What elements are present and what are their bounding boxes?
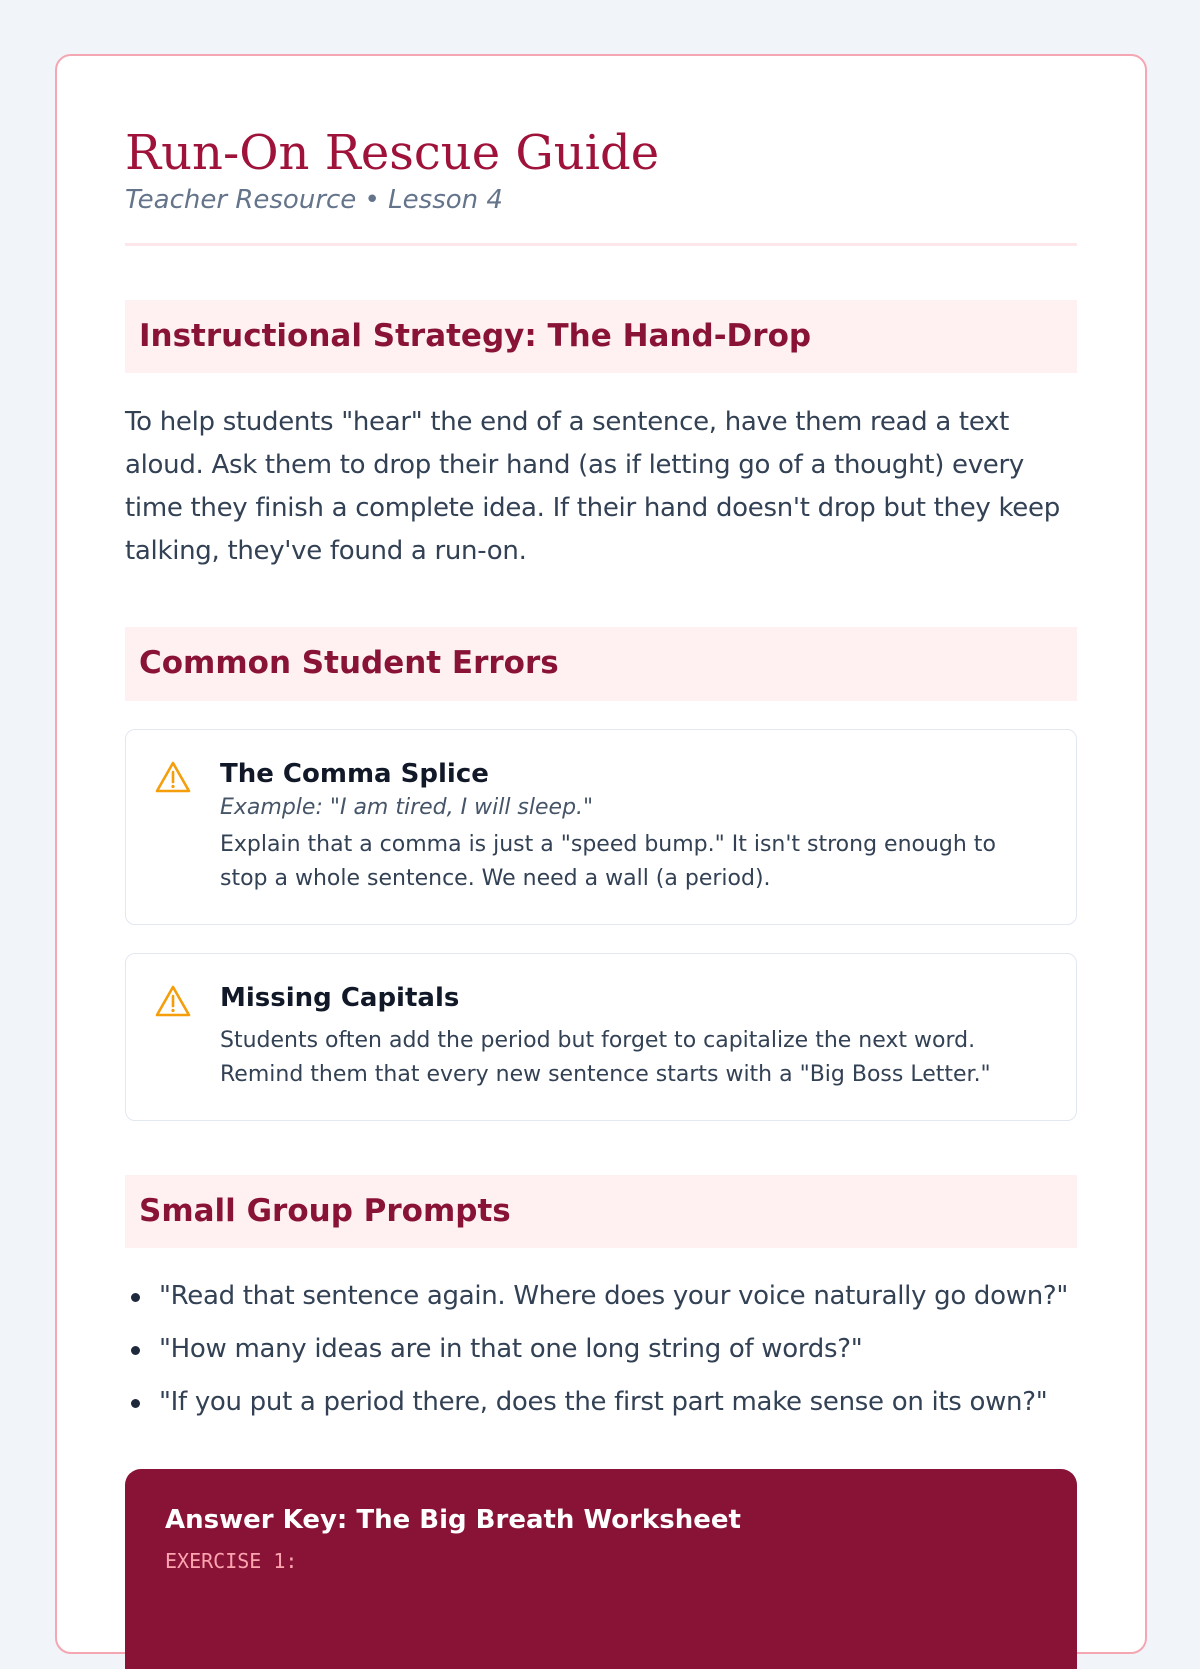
section-title-strategy: Instructional Strategy: The Hand-Drop <box>139 318 812 355</box>
page-title: Run-On Rescue Guide <box>125 125 660 181</box>
prompt-text: "How many ideas are in that one long string of words?" <box>159 1334 863 1365</box>
exercise-label: EXERCISE 1: <box>165 1549 298 1574</box>
warning-icon <box>154 760 192 794</box>
error-description: Students often add the period but forget to capitalize the next word. Remind them that every new sentence starts with a "Big Boss Letter." <box>220 1028 991 1088</box>
page-subtitle: Teacher Resource • Lesson 4 <box>125 185 503 216</box>
bullet-icon <box>131 1293 140 1302</box>
section-header-prompts <box>125 1175 1077 1248</box>
error-card-missing-capitals <box>125 953 1077 1121</box>
bullet-icon <box>131 1399 140 1408</box>
answer-key-panel <box>125 1469 1077 1669</box>
section-title-errors: Common Student Errors <box>139 645 559 682</box>
error-example: Example: "I am tired, I will sleep." <box>220 795 594 821</box>
error-description: Explain that a comma is just a "speed bump." It isn't strong enough to stop a whole sentence. We need a wall (a period). <box>220 832 996 892</box>
section-header-strategy <box>125 300 1077 373</box>
warning-icon <box>154 984 192 1018</box>
list-item <box>125 1323 1077 1376</box>
strategy-text: To help students "hear" the end of a sentence, have them read a text aloud. Ask them to drop their hand (as if letting go of a thought) every time they finish a complete idea. If their hand doesn't drop but they keep talking, they've found a run-on. <box>125 407 1060 567</box>
error-card-comma-splice <box>125 729 1077 926</box>
title-divider <box>125 243 1077 246</box>
section-title-prompts: Small Group Prompts <box>139 1193 511 1230</box>
prompt-text: "If you put a period there, does the first part make sense on its own?" <box>159 1387 1048 1418</box>
prompt-list <box>125 1270 1077 1429</box>
guide-card <box>55 54 1147 1654</box>
prompt-text: "Read that sentence again. Where does your voice naturally go down?" <box>159 1281 1069 1312</box>
error-title: Missing Capitals <box>220 983 460 1014</box>
section-header-errors <box>125 627 1077 700</box>
bullet-icon <box>131 1346 140 1355</box>
error-title: The Comma Splice <box>220 758 489 789</box>
list-item <box>125 1376 1077 1429</box>
answer-key-title: Answer Key: The Big Breath Worksheet <box>165 1505 741 1536</box>
list-item <box>125 1270 1077 1323</box>
